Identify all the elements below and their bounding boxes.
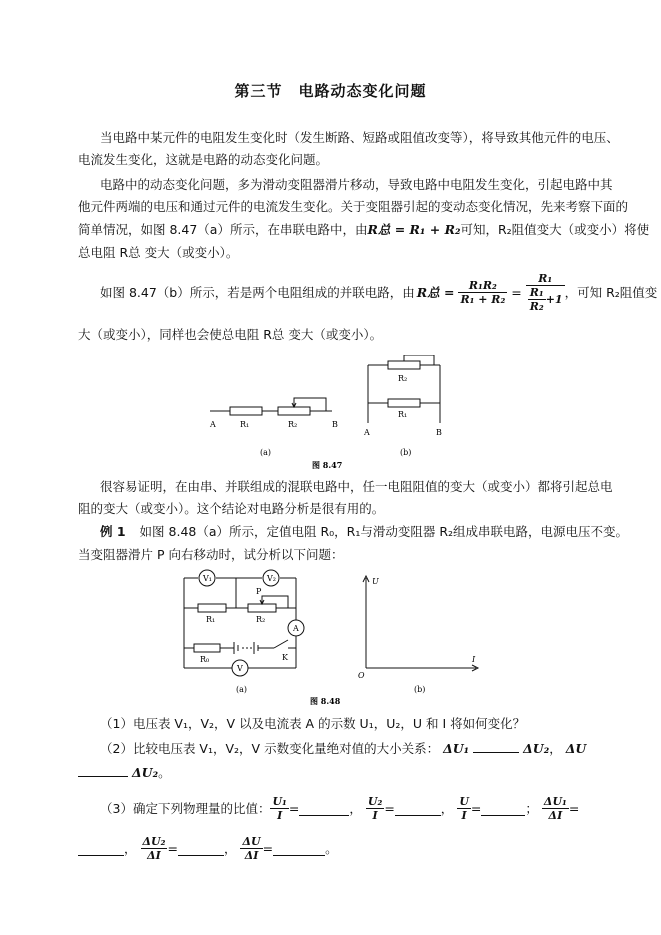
fraction-denominator: R₁ + R₂ bbox=[460, 292, 506, 306]
question-2-line2 bbox=[78, 762, 171, 784]
answer-blank[interactable] bbox=[481, 801, 525, 816]
para3-prefix: 如图 8.47（b）所示，若是两个电阻组成的并联电路，由 bbox=[100, 285, 415, 300]
equals-sign: = bbox=[511, 284, 522, 300]
equals-sign: = bbox=[288, 800, 300, 816]
para2-line3b-text: 可知，R₂阻值变大（或变小）将使 bbox=[460, 222, 650, 237]
comma: ， bbox=[124, 841, 137, 856]
answer-blank[interactable] bbox=[395, 801, 441, 816]
para2-line3 bbox=[78, 219, 649, 241]
answer-blank[interactable] bbox=[273, 841, 325, 856]
fraction-U2-I bbox=[366, 795, 384, 822]
label-b: (b) bbox=[400, 448, 412, 457]
label-R1: R₁ bbox=[206, 615, 216, 624]
fraction-dU-dI bbox=[240, 835, 262, 862]
q2-term-2: ΔU₂ bbox=[523, 741, 550, 756]
fraction-denominator bbox=[526, 286, 565, 313]
meter-V1: V₁ bbox=[203, 574, 212, 583]
q2-prefix: （2）比较电压表 V₁，V₂，V 示数变化量绝对值的大小关系： bbox=[100, 741, 440, 756]
figure-caption: 图 8.47 bbox=[312, 460, 343, 470]
comma: ， bbox=[440, 801, 454, 816]
equals-sign: = bbox=[384, 800, 395, 816]
figure-8-48 bbox=[170, 568, 490, 708]
denominator: ΔI bbox=[244, 848, 259, 862]
comma: ， bbox=[223, 841, 237, 856]
example-label: 例 1 bbox=[100, 524, 126, 539]
period: 。 bbox=[158, 765, 171, 780]
axis-I: I bbox=[472, 655, 476, 664]
fraction-parallel-1 bbox=[458, 279, 507, 306]
slider-P: P bbox=[256, 587, 262, 596]
para2-line3-text: 简单情况，如图 8.47（a）所示，在串联电路中，由 bbox=[78, 222, 368, 237]
comma: ， bbox=[349, 801, 362, 816]
para4-line1: 很容易证明，在由串、并联组成的混联电路中，任一电阻阻值的变大（或变小）都将引起总电 bbox=[100, 479, 613, 494]
numerator: ΔU bbox=[242, 834, 261, 848]
denominator: ΔI bbox=[548, 808, 563, 822]
fraction-U-I bbox=[457, 795, 471, 822]
answer-blank[interactable] bbox=[78, 841, 124, 856]
inner-denominator: R₂ bbox=[529, 299, 544, 313]
denominator: I bbox=[277, 808, 283, 822]
para2-line4: 总电阻 R总 变大（或变小）。 bbox=[78, 245, 239, 260]
q2-term-4: ΔU₂ bbox=[131, 765, 159, 780]
label-R0: R₀ bbox=[200, 655, 210, 664]
para3-line1 bbox=[100, 268, 657, 316]
denominator: I bbox=[372, 808, 378, 822]
para1-line2: 电流发生变化，这就是电路的动态变化问题。 bbox=[78, 152, 329, 167]
label-R2-b: R₂ bbox=[398, 374, 408, 383]
label-a: (a) bbox=[236, 685, 248, 694]
meter-V2: V₂ bbox=[267, 574, 276, 583]
label-R1: R₁ bbox=[240, 420, 250, 429]
para2-line2: 他元件两端的电压和通过元件的电流发生变化。关于变阻器引起的变动态变化情况，先来考察下面的 bbox=[78, 199, 629, 214]
example-line1 bbox=[100, 521, 628, 543]
numerator: U₁ bbox=[272, 794, 287, 808]
para4-line2: 阻的变大（或变小）。这个结论对电路分析是很有用的。 bbox=[78, 501, 385, 516]
label-K: K bbox=[282, 653, 288, 662]
answer-blank[interactable] bbox=[178, 841, 224, 856]
numerator: U bbox=[459, 794, 469, 808]
fraction-parallel-2 bbox=[526, 272, 565, 313]
label-B: B bbox=[332, 420, 338, 429]
para1-line1: 当电路中某元件的电阻发生变化时（发生断路、短路或阻值改变等），将导致其他元件的电压、 bbox=[100, 130, 619, 145]
meter-V: V bbox=[237, 664, 243, 673]
equals-sign: = bbox=[568, 800, 580, 816]
numerator: U₂ bbox=[367, 794, 383, 808]
semicolon: ； bbox=[525, 801, 538, 816]
example-line2: 当变阻器滑片 P 向右移动时，试分析以下问题： bbox=[78, 547, 344, 562]
denominator: ΔI bbox=[147, 848, 161, 862]
fraction-dU2-dI bbox=[141, 835, 168, 862]
figure-caption: 图 8.48 bbox=[310, 696, 341, 706]
label-b: (b) bbox=[414, 685, 426, 694]
q2-term-1: ΔU₁ bbox=[443, 741, 470, 756]
para2-equation: R总 = R₁ + R₂ bbox=[367, 222, 461, 237]
fraction-numerator: R₁ bbox=[526, 272, 565, 286]
question-3-line1 bbox=[100, 790, 579, 826]
question-1: （1）电压表 V₁，V₂，V 以及电流表 A 的示数 U₁，U₂，U 和 I 将如何变化？ bbox=[100, 716, 526, 731]
fraction-numerator: R₁R₂ bbox=[458, 279, 507, 293]
answer-blank[interactable] bbox=[78, 762, 128, 777]
para3-line2: 大（或变小），同样也会使总电阻 R总 变大（或变小）。 bbox=[78, 327, 383, 342]
figure-8-47 bbox=[200, 355, 470, 475]
denominator: I bbox=[461, 808, 467, 822]
equals-sign: = bbox=[470, 800, 482, 816]
numerator: ΔU₁ bbox=[543, 794, 567, 808]
para3-eq-lhs: R总 = bbox=[416, 285, 455, 300]
label-A: A bbox=[210, 420, 216, 429]
question-2-line1 bbox=[100, 738, 586, 760]
example-text: 如图 8.48（a）所示，定值电阻 R₀，R₁与滑动变阻器 R₂组成串联电路，电源电压不变。 bbox=[139, 524, 629, 539]
origin-O: O bbox=[358, 671, 365, 680]
label-B-b: B bbox=[436, 428, 442, 437]
page-title: 第三节 电路动态变化问题 bbox=[234, 82, 427, 100]
label-R1-b: R₁ bbox=[398, 410, 408, 419]
inner-fraction bbox=[528, 286, 546, 313]
plus-one: +1 bbox=[545, 292, 563, 306]
meter-A: A bbox=[293, 624, 299, 633]
q2-term-3: ΔU bbox=[565, 741, 587, 756]
label-a: (a) bbox=[260, 448, 272, 457]
label-A-b: A bbox=[364, 428, 370, 437]
comma: ， bbox=[549, 741, 562, 756]
question-3-line2 bbox=[78, 830, 338, 866]
answer-blank[interactable] bbox=[299, 801, 349, 816]
para3-suffix: ，可知 R₂阻值变 bbox=[564, 285, 658, 300]
axis-U: U bbox=[372, 577, 379, 586]
inner-numerator: R₁ bbox=[529, 285, 544, 299]
label-R2: R₂ bbox=[256, 615, 266, 624]
fraction-dU1-dI bbox=[542, 795, 569, 822]
equals-sign: = bbox=[167, 840, 178, 856]
para2-line1: 电路中的动态变化问题，多为滑动变阻器滑片移动，导致电路中电阻发生变化，引起电路中其 bbox=[100, 177, 613, 192]
series-circuit bbox=[210, 398, 332, 415]
equals-sign: = bbox=[262, 840, 274, 856]
u-i-axes bbox=[363, 576, 478, 671]
period: 。 bbox=[325, 841, 338, 856]
answer-blank[interactable] bbox=[473, 738, 519, 753]
numerator: ΔU₂ bbox=[142, 834, 166, 848]
label-R2: R₂ bbox=[288, 420, 298, 429]
q3-prefix: （3）确定下列物理量的比值： bbox=[100, 801, 271, 816]
fraction-U1-I bbox=[270, 795, 288, 822]
